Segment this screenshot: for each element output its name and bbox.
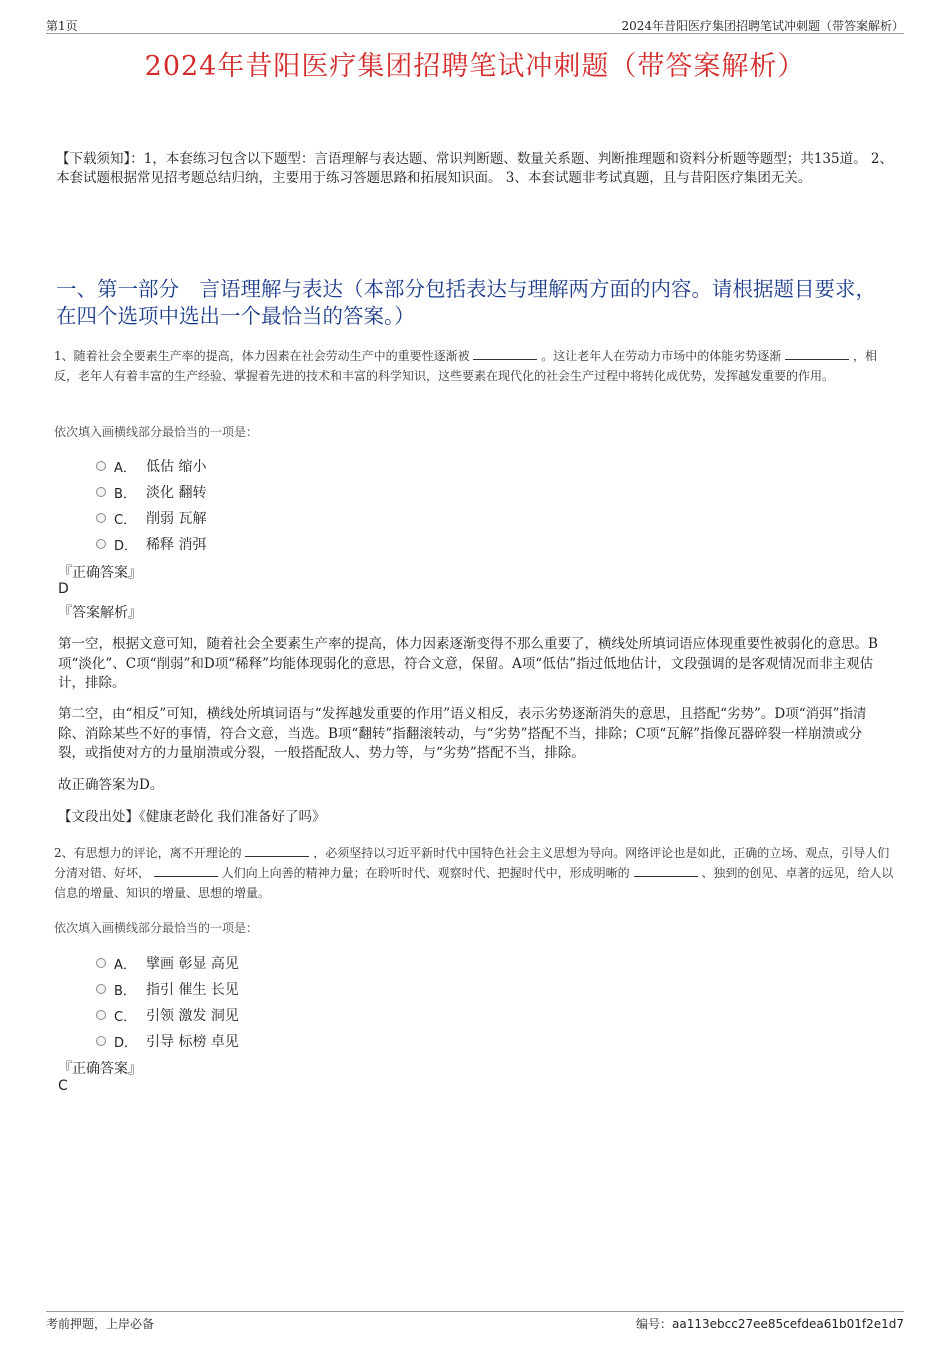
question-2-text-part: 2、有思想力的评论，离不开理论的	[54, 846, 242, 860]
question-2-text-part: 、独到的创见、卓著的远见，给人以信息的增量、知识的增量、思想的增量。	[54, 866, 894, 900]
option-b[interactable]	[96, 479, 206, 505]
fill-blank	[785, 347, 849, 360]
radio-icon[interactable]	[96, 958, 106, 968]
option-text: 擘画 彰显 高见	[146, 956, 239, 972]
download-notice: 【下载须知】：1，本套练习包含以下题型：言语理解与表达题、常识判断题、数量关系题、判断推理题和资料分析题等题型；共135道。 2、本套试题根据常见招考题总结归纳，主要用于练习答题思路和拓展知识面。 3、本套试题非考试真题，且与昔阳医疗集团无关。	[56, 151, 893, 186]
serial-label: 编号：	[636, 1317, 673, 1331]
page-number: 第1页	[46, 19, 78, 33]
radio-icon[interactable]	[96, 1010, 106, 1020]
option-text: 引领 激发 洞见	[146, 1008, 239, 1024]
footer-slogan: 考前押题，上岸必备	[46, 1317, 155, 1331]
passage-source: 【文段出处】《健康老龄化 我们准备好了吗》	[58, 809, 326, 825]
question-1-text-part: 。这让老年人在劳动力市场中的体能劣势逐渐	[541, 349, 782, 363]
serial-code: aa113ebcc27ee85cefdea61b01f2e1d7	[672, 1317, 904, 1331]
answer-label: 『正确答案』	[58, 1061, 142, 1077]
option-letter: B．	[114, 486, 136, 502]
question-1-text-part: ，相反，老年人有着丰富的生产经验、掌握着先进的技术和丰富的科学知识，这些要素在现代化的社会生产过程中将转化成优势，发挥越发重要的作用。	[54, 349, 877, 383]
answer-value: C	[58, 1078, 68, 1094]
section-heading: 一、第一部分 言语理解与表达（本部分包括表达与理解两方面的内容。请根据题目要求，在四个选项中选出一个最恰当的答案。）	[56, 277, 876, 328]
radio-icon[interactable]	[96, 487, 106, 497]
option-letter: C．	[114, 1009, 137, 1025]
analysis-paragraph-2: 第二空，由“相反”可知，横线处所填词语与“发挥越发重要的作用”语义相反，表示劣势逐渐消失的意思，且搭配“劣势”。D项“消弭”指清除、消除某些不好的事情，符合文意，当选。B项“翻转”指翻滚转动，与“劣势”搭配不当，排除；C项“瓦解”指像瓦器碎裂一样崩溃或分裂，或指使对方的力量崩溃或分裂，一般搭配敌人、势力等，与“劣势”搭配不当，排除。	[58, 706, 867, 761]
question-2-prompt: 依次填入画横线部分最恰当的一项是：	[54, 921, 259, 935]
document-title: 2024年昔阳医疗集团招聘笔试冲刺题（带答案解析）	[144, 51, 806, 82]
analysis-paragraph-1: 第一空，根据文意可知，随着社会全要素生产率的提高，体力因素逐渐变得不那么重要了，横线处所填词语应体现重要性被弱化的意思。B项“淡化”、C项“削弱”和D项“稀释”均能体现弱化的意思，符合文意，保留。A项“低估”指过低地估计，文段强调的是客观情况而非主观估计，排除。	[58, 636, 878, 691]
question-2-text	[54, 843, 899, 903]
option-c[interactable]	[96, 505, 206, 531]
question-2-text-part: 人们向上向善的精神力量；在聆听时代、观察时代、把握时代中，形成明晰的	[221, 866, 630, 880]
option-letter: D．	[114, 1035, 138, 1051]
option-text: 稀释 消弭	[146, 537, 207, 553]
option-a[interactable]	[96, 950, 239, 976]
option-letter: B．	[114, 983, 136, 999]
option-c[interactable]	[96, 1002, 239, 1028]
answer-label: 『正确答案』	[58, 565, 142, 581]
answer-value: D	[58, 581, 69, 597]
option-letter: C．	[114, 512, 137, 528]
radio-icon[interactable]	[96, 539, 106, 549]
option-d[interactable]	[96, 531, 206, 557]
analysis-conclusion: 故正确答案为D。	[58, 777, 164, 793]
fill-blank	[634, 864, 698, 877]
option-letter: D．	[114, 538, 138, 554]
option-d[interactable]	[96, 1028, 239, 1054]
question-1-options	[96, 453, 206, 557]
option-b[interactable]	[96, 976, 239, 1002]
header-divider	[46, 33, 904, 34]
header-doc-title: 2024年昔阳医疗集团招聘笔试冲刺题（带答案解析）	[621, 19, 904, 33]
question-2-text-part: ，必须坚持以习近平新时代中国特色社会主义思想为导向。网络评论也是如此，正确的立场、观点，引导人们分清对错、好坏，	[54, 846, 890, 880]
option-letter: A．	[114, 460, 136, 476]
option-letter: A．	[114, 957, 136, 973]
question-1-prompt: 依次填入画横线部分最恰当的一项是：	[54, 425, 259, 439]
option-text: 淡化 翻转	[146, 485, 207, 501]
footer-serial	[636, 1315, 904, 1332]
fill-blank	[154, 864, 218, 877]
question-1-text-part: 1、随着社会全要素生产率的提高，体力因素在社会劳动生产中的重要性逐渐被	[54, 349, 470, 363]
fill-blank	[245, 844, 309, 857]
radio-icon[interactable]	[96, 513, 106, 523]
radio-icon[interactable]	[96, 1036, 106, 1046]
radio-icon[interactable]	[96, 461, 106, 471]
option-text: 指引 催生 长见	[146, 982, 239, 998]
fill-blank	[473, 347, 537, 360]
option-text: 低估 缩小	[146, 459, 207, 475]
option-text: 引导 标榜 卓见	[146, 1034, 239, 1050]
analysis-label: 『答案解析』	[58, 605, 142, 621]
option-text: 削弱 瓦解	[146, 511, 207, 527]
question-2-options	[96, 950, 239, 1054]
radio-icon[interactable]	[96, 984, 106, 994]
footer-divider	[46, 1311, 904, 1312]
question-1-text	[54, 346, 899, 386]
option-a[interactable]	[96, 453, 206, 479]
